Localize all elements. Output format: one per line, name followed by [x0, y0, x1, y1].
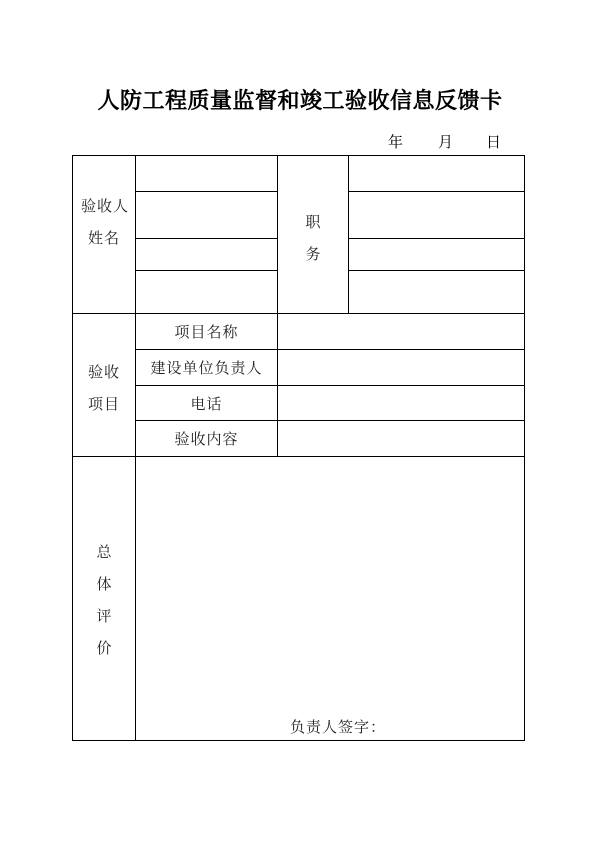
evaluation-field[interactable]	[136, 457, 523, 707]
date-day-label: 日	[486, 133, 502, 151]
project-name-field[interactable]	[278, 314, 523, 349]
signature-field[interactable]	[384, 712, 520, 736]
project-row-label-name: 项目名称	[174, 323, 239, 341]
project-label-line1: 验收	[88, 363, 121, 381]
name-field-4[interactable]	[136, 271, 276, 312]
name-field-2[interactable]	[136, 192, 276, 237]
date-month-label: 月	[438, 133, 454, 151]
name-column-divider	[277, 155, 278, 313]
position-label-char-1: 职	[305, 213, 321, 231]
project-content-field[interactable]	[278, 421, 523, 456]
evaluation-label-char-3: 评	[96, 607, 112, 625]
position-label-char-2: 务	[305, 245, 321, 263]
project-label-line2: 项目	[88, 395, 121, 413]
evaluation-label-char-2: 体	[96, 575, 112, 593]
project-phone-field[interactable]	[278, 386, 523, 420]
name-field-3[interactable]	[136, 239, 276, 269]
position-field-1[interactable]	[349, 156, 523, 190]
name-field-1[interactable]	[136, 156, 276, 190]
evaluation-label-char-1: 总	[96, 543, 112, 561]
signature-label: 负责人签字：	[290, 718, 387, 736]
project-row-label-phone: 电话	[190, 394, 223, 413]
position-field-3[interactable]	[349, 239, 523, 269]
project-row-label-content: 验收内容	[174, 430, 239, 448]
form-title: 人防工程质量监督和竣工验收信息反馈卡	[97, 88, 503, 114]
project-row-label-owner: 建设单位负责人	[150, 359, 263, 377]
position-field-2[interactable]	[349, 192, 523, 237]
table-left-border	[72, 155, 73, 740]
inspector-name-label-line2: 姓名	[88, 229, 121, 247]
table-right-border	[524, 155, 525, 740]
project-owner-field[interactable]	[278, 350, 523, 385]
position-field-4[interactable]	[349, 271, 523, 312]
date-year-label: 年	[388, 133, 404, 151]
inspector-name-label-line1: 验收人	[81, 197, 130, 215]
table-bottom-border	[72, 740, 525, 741]
evaluation-label-char-4: 价	[96, 639, 112, 657]
